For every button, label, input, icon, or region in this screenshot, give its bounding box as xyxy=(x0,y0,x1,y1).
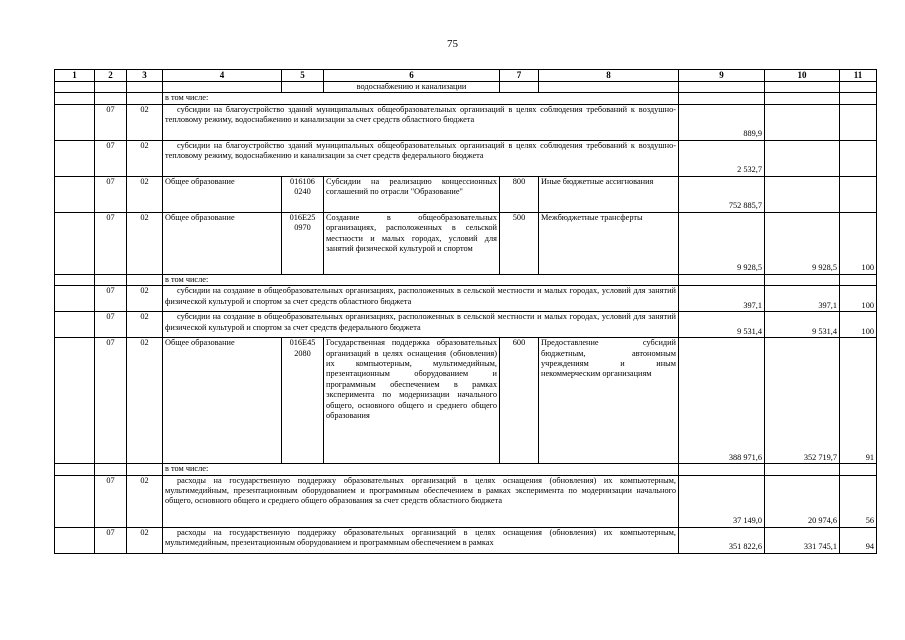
empty-cell xyxy=(679,274,765,285)
subsidy-description: субсидии на благоустройство зданий муниципальных общеобразовательных организаций в целях соблюдения требований к воздушно-тепловому режиму, водоснабжению и канализации за счет средств областного бюджета xyxy=(163,104,679,140)
execution-percent: 56 xyxy=(840,475,877,527)
empty-cell xyxy=(765,274,840,285)
execution-percent: 94 xyxy=(840,527,877,553)
execution-percent: 100 xyxy=(840,212,877,274)
table-row xyxy=(55,176,877,212)
table-row xyxy=(55,312,877,338)
table-body xyxy=(55,70,877,554)
column-header: 6 xyxy=(324,70,500,82)
page-number: 75 xyxy=(447,38,458,50)
section-name: Общее образование xyxy=(163,176,282,212)
subsection-code: 02 xyxy=(127,140,163,176)
header-row xyxy=(55,70,877,82)
note-text: в том числе: xyxy=(163,274,679,285)
execution-percent xyxy=(840,104,877,140)
subsection-code: 02 xyxy=(127,212,163,274)
planned-amount: 9 531,4 xyxy=(679,312,765,338)
table-row xyxy=(55,527,877,553)
section-code: 07 xyxy=(95,104,127,140)
executed-amount: 352 719,7 xyxy=(765,338,840,464)
section-code: 07 xyxy=(95,527,127,553)
planned-amount: 752 885,7 xyxy=(679,176,765,212)
empty-cell xyxy=(127,464,163,475)
table-row xyxy=(55,338,877,464)
expense-type-name: Межбюджетные трансферты xyxy=(539,212,679,274)
budget-table xyxy=(54,69,877,554)
executed-amount xyxy=(765,140,840,176)
column-header: 11 xyxy=(840,70,877,82)
empty-cell xyxy=(55,464,95,475)
executed-amount: 331 745,1 xyxy=(765,527,840,553)
carryover-row xyxy=(55,82,877,93)
planned-amount: 9 928,5 xyxy=(679,212,765,274)
section-code: 07 xyxy=(95,140,127,176)
empty-cell xyxy=(95,93,127,104)
planned-amount: 397,1 xyxy=(679,286,765,312)
empty-cell xyxy=(55,140,95,176)
column-header: 1 xyxy=(55,70,95,82)
note-text: в том числе: xyxy=(163,93,679,104)
carryover-text: водоснабжению и канализации xyxy=(324,82,500,93)
empty-cell xyxy=(765,93,840,104)
execution-percent: 100 xyxy=(840,286,877,312)
empty-cell xyxy=(679,93,765,104)
table-row xyxy=(55,140,877,176)
empty-cell xyxy=(55,312,95,338)
empty-cell xyxy=(679,464,765,475)
subsection-code: 02 xyxy=(127,312,163,338)
subsidy-description: субсидии на благоустройство зданий муниципальных общеобразовательных организаций в целях соблюдения требований к воздушно-тепловому режиму, водоснабжению и канализации за счет средств федерального бюджета xyxy=(163,140,679,176)
table-row xyxy=(55,93,877,104)
subsection-code: 02 xyxy=(127,104,163,140)
subsection-code: 02 xyxy=(127,286,163,312)
target-article-code: 016106 0240 xyxy=(282,176,324,212)
subsection-code: 02 xyxy=(127,176,163,212)
empty-cell xyxy=(127,93,163,104)
expense-type-code: 500 xyxy=(500,212,539,274)
section-code: 07 xyxy=(95,475,127,527)
expense-type-code: 600 xyxy=(500,338,539,464)
column-header: 3 xyxy=(127,70,163,82)
table-row xyxy=(55,475,877,527)
table-row xyxy=(55,464,877,475)
column-header: 2 xyxy=(95,70,127,82)
empty-cell xyxy=(55,274,95,285)
expense-description: Субсидии на реализацию концессионных соглашений по отрасли "Образование" xyxy=(324,176,500,212)
table-row xyxy=(55,274,877,285)
subsidy-description: расходы на государственную поддержку образовательных организаций в целях оснащения (обновления) их компьютерным, мультимедийным, презентационным оборудованием и программным обеспечением в рамках эксперимента по модернизации начального общего, основного общего и среднего общего образования за счет средств областного бюджета xyxy=(163,475,679,527)
expense-type-code: 800 xyxy=(500,176,539,212)
empty-cell xyxy=(840,93,877,104)
note-text: в том числе: xyxy=(163,464,679,475)
section-code: 07 xyxy=(95,338,127,464)
section-code: 07 xyxy=(95,286,127,312)
expense-type-name: Предоставление субсидий бюджетным, автономным учреждениям и иным некоммерческим организациям xyxy=(539,338,679,464)
executed-amount: 9 928,5 xyxy=(765,212,840,274)
expense-description: Государственная поддержка образовательных организаций в целях оснащения (обновления) их компьютерным, мультимедийным, презентационным оборудованием и программным обеспечением в рамках эксперимента по модернизации начального общего, основного общего и среднего общего образования xyxy=(324,338,500,464)
subsection-code: 02 xyxy=(127,527,163,553)
planned-amount: 889,9 xyxy=(679,104,765,140)
empty-cell xyxy=(55,527,95,553)
column-header: 9 xyxy=(679,70,765,82)
section-name: Общее образование xyxy=(163,212,282,274)
execution-percent xyxy=(840,176,877,212)
execution-percent: 91 xyxy=(840,338,877,464)
column-header: 7 xyxy=(500,70,539,82)
section-code: 07 xyxy=(95,212,127,274)
column-header: 4 xyxy=(163,70,282,82)
planned-amount: 388 971,6 xyxy=(679,338,765,464)
column-header: 5 xyxy=(282,70,324,82)
empty-cell xyxy=(55,104,95,140)
subsidy-description: субсидии на создание в общеобразовательных организациях, расположенных в сельской местности и малых городах, условий для занятий физической культурой и спортом за счет средств областного бюджета xyxy=(163,286,679,312)
empty-cell xyxy=(765,464,840,475)
empty-cell xyxy=(55,212,95,274)
section-code: 07 xyxy=(95,312,127,338)
empty-cell xyxy=(127,274,163,285)
subsection-code: 02 xyxy=(127,338,163,464)
executed-amount xyxy=(765,176,840,212)
target-article-code: 016E45 2080 xyxy=(282,338,324,464)
planned-amount: 2 532,7 xyxy=(679,140,765,176)
table-row xyxy=(55,104,877,140)
expense-description: Создание в общеобразовательных организациях, расположенных в сельской местности и малых городах, условий для занятий физической культурой и спортом xyxy=(324,212,500,274)
column-header: 10 xyxy=(765,70,840,82)
planned-amount: 351 822,6 xyxy=(679,527,765,553)
empty-cell xyxy=(95,464,127,475)
subsection-code: 02 xyxy=(127,475,163,527)
table-row xyxy=(55,286,877,312)
empty-cell xyxy=(55,338,95,464)
executed-amount: 397,1 xyxy=(765,286,840,312)
empty-cell xyxy=(840,274,877,285)
column-header: 8 xyxy=(539,70,679,82)
executed-amount: 20 974,6 xyxy=(765,475,840,527)
empty-cell xyxy=(55,475,95,527)
section-name: Общее образование xyxy=(163,338,282,464)
empty-cell xyxy=(55,93,95,104)
empty-cell xyxy=(55,176,95,212)
execution-percent xyxy=(840,140,877,176)
expense-type-name: Иные бюджетные ассигнования xyxy=(539,176,679,212)
executed-amount: 9 531,4 xyxy=(765,312,840,338)
executed-amount xyxy=(765,104,840,140)
empty-cell xyxy=(95,274,127,285)
empty-cell xyxy=(55,286,95,312)
section-code: 07 xyxy=(95,176,127,212)
execution-percent: 100 xyxy=(840,312,877,338)
planned-amount: 37 149,0 xyxy=(679,475,765,527)
empty-cell xyxy=(840,464,877,475)
table-row xyxy=(55,212,877,274)
target-article-code: 016E25 0970 xyxy=(282,212,324,274)
subsidy-description: расходы на государственную поддержку образовательных организаций в целях оснащения (обновления) их компьютерным, мультимедийным, презентационным оборудованием и программным обеспечением в рамках xyxy=(163,527,679,553)
subsidy-description: субсидии на создание в общеобразовательных организациях, расположенных в сельской местности и малых городах, условий для занятий физической культурой и спортом за счет средств федерального бюджета xyxy=(163,312,679,338)
